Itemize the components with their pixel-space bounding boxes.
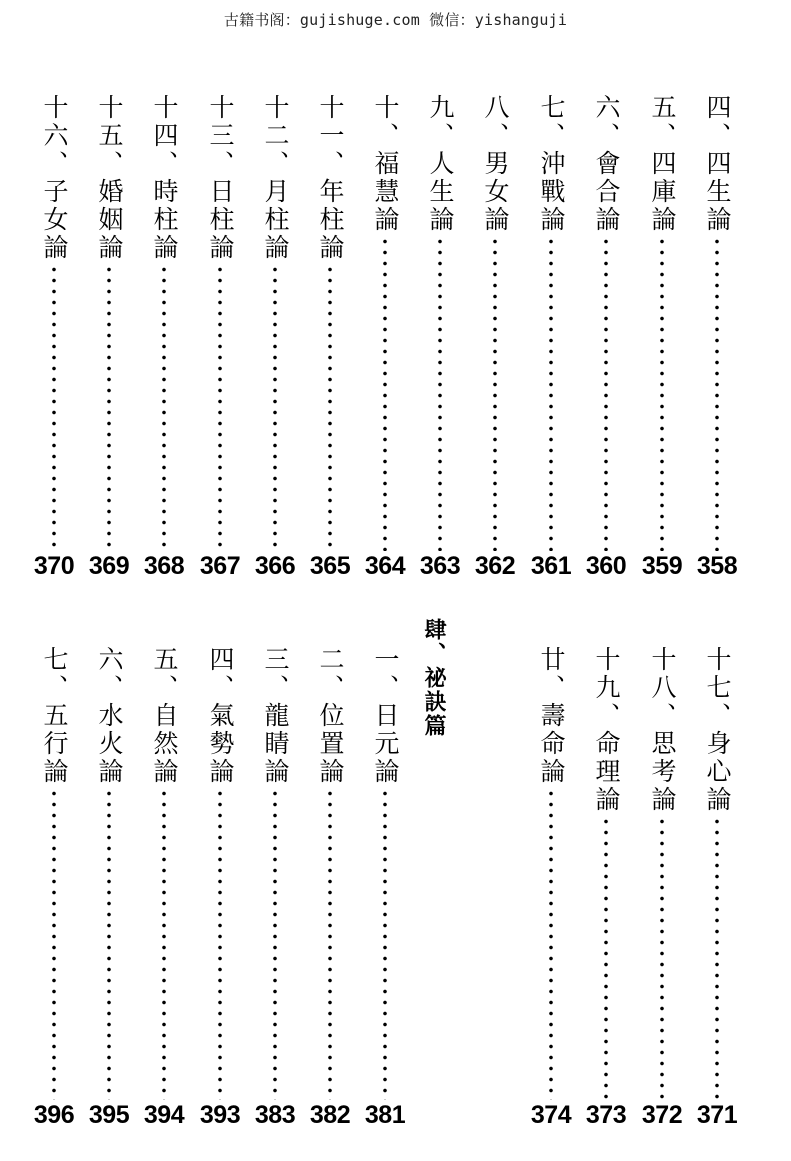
toc-page-number: 366 bbox=[254, 552, 296, 580]
toc-page-number: 393 bbox=[199, 1101, 241, 1129]
toc-entry[interactable] bbox=[419, 94, 461, 551]
toc-entry[interactable] bbox=[641, 646, 683, 1100]
dot-leader bbox=[106, 264, 112, 551]
toc-entry[interactable] bbox=[88, 646, 130, 1100]
toc-entry-title: 七、五行論 bbox=[40, 646, 69, 786]
dot-leader bbox=[382, 788, 388, 1100]
dot-leader bbox=[272, 264, 278, 551]
dot-leader bbox=[437, 236, 443, 551]
dot-leader bbox=[548, 788, 554, 1100]
toc-entry-title: 四、四生論 bbox=[703, 94, 732, 234]
toc-entry-title: 五、自然論 bbox=[150, 646, 179, 786]
dot-leader bbox=[51, 788, 57, 1100]
toc-entry-title: 十一、年柱論 bbox=[316, 94, 345, 262]
watermark-text: 古籍书阁：gujishuge.com 微信：yishanguji bbox=[223, 11, 568, 29]
toc-page-number: 382 bbox=[309, 1101, 351, 1129]
toc-entry-title: 十、福慧論 bbox=[371, 94, 400, 234]
dot-leader bbox=[106, 788, 112, 1100]
toc-page-number: 371 bbox=[696, 1101, 738, 1129]
toc-entry[interactable] bbox=[33, 646, 75, 1100]
toc-page-number: 363 bbox=[419, 552, 461, 580]
toc-entry-title: 七、沖戰論 bbox=[537, 94, 566, 234]
toc-entry[interactable] bbox=[143, 646, 185, 1100]
dot-leader bbox=[714, 236, 720, 551]
toc-entry-title: 十九、命理論 bbox=[592, 646, 621, 814]
toc-entry-title: 廿、壽命論 bbox=[537, 646, 566, 786]
dot-leader bbox=[492, 236, 498, 551]
toc-entry[interactable] bbox=[585, 94, 627, 551]
toc-entry-title: 五、四庫論 bbox=[648, 94, 677, 234]
toc-page-number: 395 bbox=[88, 1101, 130, 1129]
toc-entry[interactable] bbox=[474, 94, 516, 551]
toc-page-number: 369 bbox=[88, 552, 130, 580]
toc-entry[interactable] bbox=[199, 94, 241, 551]
toc-page-number: 365 bbox=[309, 552, 351, 580]
toc-entry-title: 十八、思考論 bbox=[648, 646, 677, 814]
toc-entry-title: 十二、月柱論 bbox=[261, 94, 290, 262]
toc-entry[interactable] bbox=[309, 646, 351, 1100]
dot-leader bbox=[603, 816, 609, 1100]
toc-entry[interactable] bbox=[33, 94, 75, 551]
dot-leader bbox=[603, 236, 609, 551]
toc-entry[interactable] bbox=[364, 646, 406, 1100]
toc-page-number: 383 bbox=[254, 1101, 296, 1129]
toc-entry[interactable] bbox=[641, 94, 683, 551]
dot-leader bbox=[217, 264, 223, 551]
toc-entry-title: 十七、身心論 bbox=[703, 646, 732, 814]
dot-leader bbox=[659, 236, 665, 551]
toc-entry-title: 一、日元論 bbox=[371, 646, 400, 786]
dot-leader bbox=[382, 236, 388, 551]
toc-entry[interactable] bbox=[143, 94, 185, 551]
toc-entry-title: 十六、子女論 bbox=[40, 94, 69, 262]
toc-entry-title: 八、男女論 bbox=[481, 94, 510, 234]
toc-page-number: 359 bbox=[641, 552, 683, 580]
toc-entry-title: 六、會合論 bbox=[592, 94, 621, 234]
toc-entry[interactable] bbox=[364, 94, 406, 551]
dot-leader bbox=[714, 816, 720, 1100]
toc-page-number: 362 bbox=[474, 552, 516, 580]
toc-page-number: 394 bbox=[143, 1101, 185, 1129]
toc-entry-title: 二、位置論 bbox=[316, 646, 345, 786]
toc-entry-title: 九、人生論 bbox=[426, 94, 455, 234]
toc-page-number: 368 bbox=[143, 552, 185, 580]
toc-entry-title: 六、水火論 bbox=[95, 646, 124, 786]
dot-leader bbox=[327, 788, 333, 1100]
toc-entry[interactable] bbox=[585, 646, 627, 1100]
toc-entry[interactable] bbox=[696, 646, 738, 1100]
dot-leader bbox=[161, 264, 167, 551]
toc-page-number: 361 bbox=[530, 552, 572, 580]
toc-entry[interactable] bbox=[696, 94, 738, 551]
toc-entry-title: 十三、日柱論 bbox=[206, 94, 235, 262]
toc-entry[interactable] bbox=[254, 646, 296, 1100]
dot-leader bbox=[272, 788, 278, 1100]
toc-page-number: 358 bbox=[696, 552, 738, 580]
toc-page-number: 381 bbox=[364, 1101, 406, 1129]
toc-entry-title: 三、龍睛論 bbox=[261, 646, 290, 786]
toc-page-number: 367 bbox=[199, 552, 241, 580]
dot-leader bbox=[51, 264, 57, 551]
toc-page-number: 360 bbox=[585, 552, 627, 580]
dot-leader bbox=[161, 788, 167, 1100]
toc-entry[interactable] bbox=[530, 646, 572, 1100]
toc-entry[interactable] bbox=[309, 94, 351, 551]
toc-entry-title: 四、氣勢論 bbox=[206, 646, 235, 786]
toc-entry[interactable] bbox=[88, 94, 130, 551]
toc-page-number: 364 bbox=[364, 552, 406, 580]
dot-leader bbox=[548, 236, 554, 551]
toc-page-number: 370 bbox=[33, 552, 75, 580]
toc-page-number: 372 bbox=[641, 1101, 683, 1129]
toc-page-number: 373 bbox=[585, 1101, 627, 1129]
toc-entry[interactable] bbox=[254, 94, 296, 551]
section-heading: 肆、祕訣篇 bbox=[421, 618, 447, 738]
dot-leader bbox=[327, 264, 333, 551]
toc-entry[interactable] bbox=[199, 646, 241, 1100]
dot-leader bbox=[659, 816, 665, 1100]
toc-entry-title: 十五、婚姻論 bbox=[95, 94, 124, 262]
dot-leader bbox=[217, 788, 223, 1100]
toc-entry[interactable] bbox=[530, 94, 572, 551]
toc-page-number: 374 bbox=[530, 1101, 572, 1129]
toc-page-number: 396 bbox=[33, 1101, 75, 1129]
toc-entry-title: 十四、時柱論 bbox=[150, 94, 179, 262]
